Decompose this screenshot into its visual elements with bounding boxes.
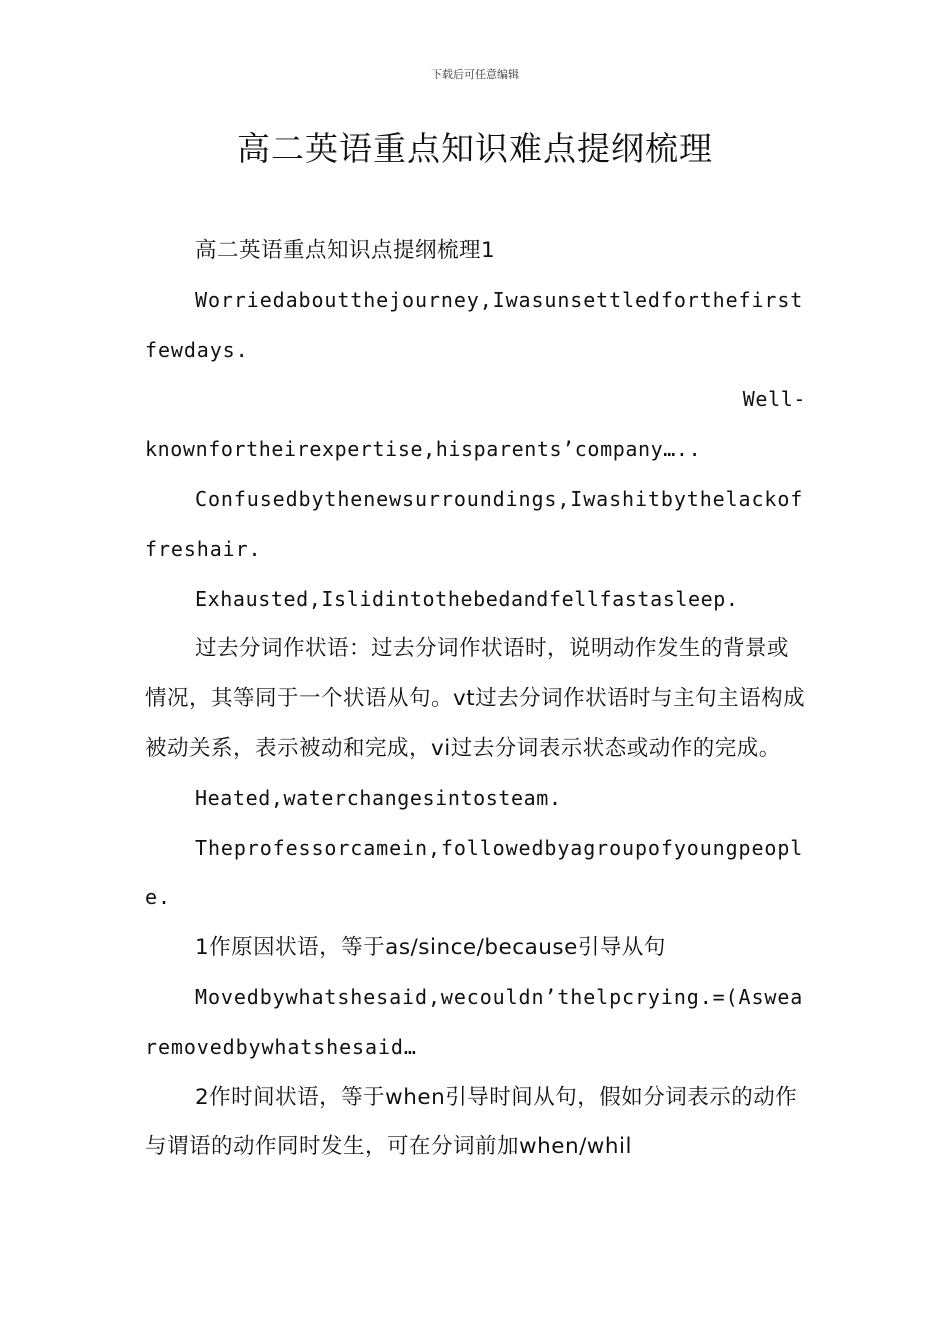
example-sentence: Confusedbythenewsurroundings,Iwashitbythelackof freshair. [145, 486, 804, 561]
page-header-note: 下载后可任意编辑 [431, 68, 519, 81]
rule-item: 2作时间状语，等于when引导时间从句，假如分词表示的动作与谓语的动作同时发生，可在分词前加when/whil [145, 1084, 798, 1160]
document-body [145, 226, 806, 1172]
example-sentence: Heated,waterchangesintosteam. [195, 785, 562, 810]
example-sentence: Well- [742, 387, 806, 412]
rule-item: 1作原因状语，等于as/since/because引导从句 [195, 935, 666, 961]
grammar-explanation: 过去分词作状语：过去分词作状语时，说明动作发生的背景或情况，其等同于一个状语从句。vt过去分词作状语时与主句主语构成被动关系，表示被动和完成，vi过去分词表示状态或动作的完成。 [145, 636, 806, 761]
section-heading: 高二英语重点知识点提纲梳理1 [195, 238, 496, 263]
example-sentence: knownfortheirexpertise,hisparents’company….. [145, 437, 702, 462]
example-sentence: Worriedaboutthejourney,Iwasunsettledforthefirst fewdays. [145, 287, 804, 362]
document-title: 高二英语重点知识难点提纲梳理 [237, 129, 713, 168]
example-sentence: Movedbywhatshesaid,wecouldn’thelpcrying.=(Aswearemovedbywhatshesaid… [145, 984, 804, 1059]
example-sentence: Exhausted,Islidintothebedandfellfastasleep. [195, 586, 739, 611]
example-sentence: Theprofessorcamein,followedbyagroupofyoungpeople. [145, 835, 804, 910]
